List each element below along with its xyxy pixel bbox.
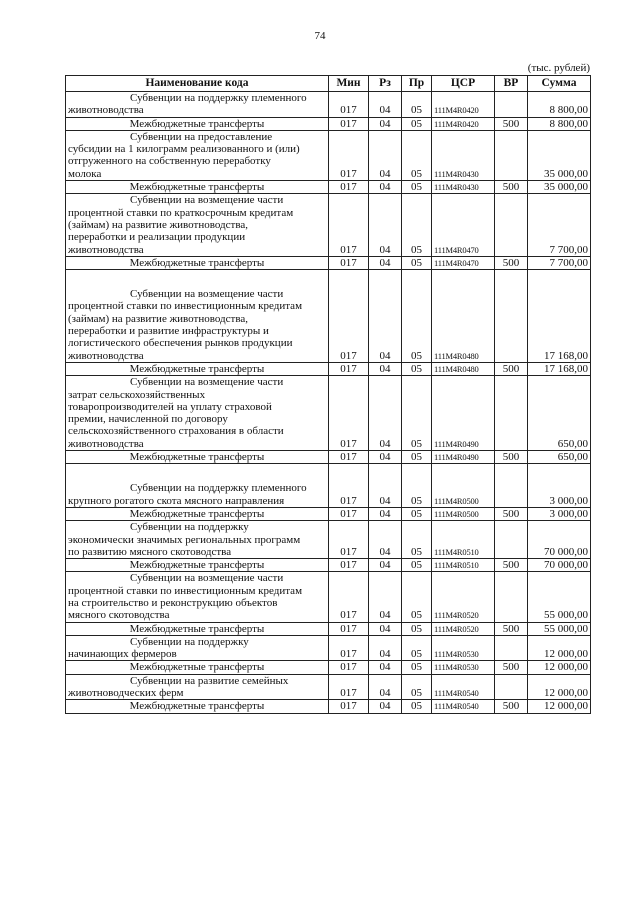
table-row-transfer bbox=[66, 181, 591, 194]
name-line: на строительство и реконструкцию объектов bbox=[68, 596, 278, 609]
name-line: Субвенции на возмещение части bbox=[130, 194, 284, 207]
name-line: Субвенции на поддержку племенного bbox=[130, 482, 307, 495]
cell-min: 017 bbox=[329, 376, 369, 451]
cell-rz: 04 bbox=[369, 622, 402, 635]
cell-name bbox=[66, 181, 329, 194]
name-line: животноводства bbox=[68, 349, 144, 362]
cell-sum: 12 000,00 bbox=[528, 661, 591, 674]
table-row-transfer bbox=[66, 362, 591, 375]
cell-rz: 04 bbox=[369, 661, 402, 674]
cell-vr bbox=[495, 92, 528, 118]
cell-rz: 04 bbox=[369, 117, 402, 130]
name-line: крупного рогатого скота мясного направления bbox=[68, 494, 285, 507]
cell-sum: 7 700,00 bbox=[528, 256, 591, 269]
table-row-transfer bbox=[66, 661, 591, 674]
cell-vr bbox=[495, 464, 528, 508]
cell-sum: 35 000,00 bbox=[528, 181, 591, 194]
cell-pr: 05 bbox=[402, 270, 432, 363]
cell-sum: 55 000,00 bbox=[528, 572, 591, 622]
table-row-transfer bbox=[66, 622, 591, 635]
cell-name bbox=[66, 559, 329, 572]
name-line: животноводческих ферм bbox=[68, 687, 184, 700]
cell-rz: 04 bbox=[369, 194, 402, 256]
cell-rz: 04 bbox=[369, 256, 402, 269]
cell-pr: 05 bbox=[402, 622, 432, 635]
cell-sum: 55 000,00 bbox=[528, 622, 591, 635]
cell-vr bbox=[495, 521, 528, 559]
cell-csr: 111M4R0490 bbox=[432, 376, 495, 451]
cell-name bbox=[66, 661, 329, 674]
cell-vr bbox=[495, 130, 528, 180]
cell-sum: 3 000,00 bbox=[528, 507, 591, 520]
name-line: затрат сельскохозяйственных bbox=[68, 388, 206, 401]
name-line: переработки и развитие инфраструктуры и bbox=[68, 325, 269, 338]
table-row-subvention bbox=[66, 572, 591, 622]
cell-name bbox=[66, 635, 329, 661]
cell-sum: 650,00 bbox=[528, 376, 591, 451]
cell-min: 017 bbox=[329, 256, 369, 269]
cell-sum: 650,00 bbox=[528, 451, 591, 464]
cell-csr: 111M4R0470 bbox=[432, 194, 495, 256]
name-line: животноводства bbox=[68, 437, 144, 450]
cell-sum: 70 000,00 bbox=[528, 521, 591, 559]
cell-name bbox=[66, 194, 329, 256]
cell-pr: 05 bbox=[402, 194, 432, 256]
cell-rz: 04 bbox=[369, 700, 402, 713]
cell-sum: 12 000,00 bbox=[528, 700, 591, 713]
name-line: премии, начисленной по договору bbox=[68, 413, 228, 426]
cell-vr bbox=[495, 635, 528, 661]
name-line: молока bbox=[68, 167, 102, 180]
name-line: Межбюджетные трансферты bbox=[129, 117, 265, 130]
cell-min: 017 bbox=[329, 194, 369, 256]
cell-rz: 04 bbox=[369, 507, 402, 520]
table-row-transfer bbox=[66, 117, 591, 130]
table-row-transfer bbox=[66, 256, 591, 269]
cell-name bbox=[66, 507, 329, 520]
name-line: Субвенции на возмещение части bbox=[130, 288, 284, 301]
cell-vr bbox=[495, 194, 528, 256]
cell-sum: 17 168,00 bbox=[528, 362, 591, 375]
name-line: Субвенции на поддержку bbox=[130, 521, 249, 534]
cell-name bbox=[66, 464, 329, 508]
cell-pr: 05 bbox=[402, 376, 432, 451]
cell-pr: 05 bbox=[402, 572, 432, 622]
cell-min: 017 bbox=[329, 559, 369, 572]
cell-vr bbox=[495, 376, 528, 451]
name-line: (займам) на развитие животноводства, bbox=[68, 218, 248, 231]
cell-pr: 05 bbox=[402, 362, 432, 375]
name-line: Межбюджетные трансферты bbox=[129, 362, 265, 375]
cell-min: 017 bbox=[329, 362, 369, 375]
cell-pr: 05 bbox=[402, 464, 432, 508]
cell-rz: 04 bbox=[369, 451, 402, 464]
cell-rz: 04 bbox=[369, 521, 402, 559]
column-header-name: Наименование кода bbox=[66, 76, 329, 92]
cell-vr: 500 bbox=[495, 622, 528, 635]
column-header-min: Мин bbox=[329, 76, 369, 92]
cell-csr: 111M4R0420 bbox=[432, 117, 495, 130]
cell-vr: 500 bbox=[495, 181, 528, 194]
cell-rz: 04 bbox=[369, 92, 402, 118]
cell-min: 017 bbox=[329, 521, 369, 559]
table-row-subvention bbox=[66, 270, 591, 363]
cell-rz: 04 bbox=[369, 674, 402, 700]
column-header-csr: ЦСР bbox=[432, 76, 495, 92]
cell-csr: 111M4R0530 bbox=[432, 635, 495, 661]
cell-name bbox=[66, 572, 329, 622]
cell-name bbox=[66, 92, 329, 118]
name-line: Субвенции на развитие семейных bbox=[130, 674, 289, 687]
column-header-rz: Рз bbox=[369, 76, 402, 92]
name-line: товаропроизводителей на уплату страховой bbox=[68, 400, 272, 413]
cell-min: 017 bbox=[329, 117, 369, 130]
name-line: начинающих фермеров bbox=[68, 648, 177, 661]
cell-rz: 04 bbox=[369, 635, 402, 661]
cell-min: 017 bbox=[329, 270, 369, 363]
table-row-transfer bbox=[66, 559, 591, 572]
name-line: Субвенции на предоставление bbox=[130, 130, 273, 143]
cell-pr: 05 bbox=[402, 181, 432, 194]
table-row-transfer bbox=[66, 507, 591, 520]
table-row-subvention bbox=[66, 92, 591, 118]
name-line: Межбюджетные трансферты bbox=[129, 559, 265, 572]
cell-csr: 111M4R0430 bbox=[432, 181, 495, 194]
cell-csr: 111M4R0540 bbox=[432, 700, 495, 713]
cell-csr: 111M4R0500 bbox=[432, 464, 495, 508]
column-header-vr: ВР bbox=[495, 76, 528, 92]
cell-name bbox=[66, 622, 329, 635]
cell-vr: 500 bbox=[495, 117, 528, 130]
name-line: процентной ставки по инвестиционным кредитам bbox=[68, 300, 303, 313]
name-line: Межбюджетные трансферты bbox=[129, 256, 265, 269]
name-line: Субвенции на возмещение части bbox=[130, 572, 284, 585]
column-header-sum: Сумма bbox=[528, 76, 591, 92]
cell-min: 017 bbox=[329, 622, 369, 635]
name-line: отгруженного на собственную переработку bbox=[68, 155, 271, 168]
cell-csr: 111M4R0510 bbox=[432, 559, 495, 572]
cell-name bbox=[66, 130, 329, 180]
cell-pr: 05 bbox=[402, 661, 432, 674]
cell-name bbox=[66, 521, 329, 559]
cell-name bbox=[66, 256, 329, 269]
name-line: экономически значимых региональных программ bbox=[68, 533, 301, 546]
name-line: животноводства bbox=[68, 104, 144, 117]
cell-min: 017 bbox=[329, 700, 369, 713]
cell-sum: 35 000,00 bbox=[528, 130, 591, 180]
name-line: мясного скотоводства bbox=[68, 609, 170, 622]
cell-sum: 8 800,00 bbox=[528, 92, 591, 118]
cell-vr: 500 bbox=[495, 507, 528, 520]
cell-sum: 3 000,00 bbox=[528, 464, 591, 508]
cell-rz: 04 bbox=[369, 572, 402, 622]
cell-csr: 111M4R0470 bbox=[432, 256, 495, 269]
name-line: Межбюджетные трансферты bbox=[129, 451, 265, 464]
cell-min: 017 bbox=[329, 507, 369, 520]
cell-pr: 05 bbox=[402, 117, 432, 130]
cell-vr: 500 bbox=[495, 451, 528, 464]
name-line: по развитию мясного скотоводства bbox=[68, 545, 232, 558]
cell-sum: 12 000,00 bbox=[528, 635, 591, 661]
cell-vr bbox=[495, 270, 528, 363]
name-line: Межбюджетные трансферты bbox=[129, 507, 265, 520]
column-header-pr: Пр bbox=[402, 76, 432, 92]
name-line: Межбюджетные трансферты bbox=[129, 181, 265, 194]
table-row-transfer bbox=[66, 451, 591, 464]
cell-sum: 8 800,00 bbox=[528, 117, 591, 130]
cell-csr: 111M4R0430 bbox=[432, 130, 495, 180]
table-row-subvention bbox=[66, 130, 591, 180]
cell-vr: 500 bbox=[495, 362, 528, 375]
cell-csr: 111M4R0520 bbox=[432, 622, 495, 635]
cell-rz: 04 bbox=[369, 464, 402, 508]
cell-rz: 04 bbox=[369, 559, 402, 572]
cell-min: 017 bbox=[329, 92, 369, 118]
cell-rz: 04 bbox=[369, 181, 402, 194]
cell-csr: 111M4R0480 bbox=[432, 270, 495, 363]
name-line: Субвенции на поддержку bbox=[130, 635, 249, 648]
table-header-row bbox=[66, 76, 591, 92]
cell-name bbox=[66, 451, 329, 464]
cell-min: 017 bbox=[329, 130, 369, 180]
cell-rz: 04 bbox=[369, 362, 402, 375]
budget-table bbox=[65, 75, 591, 714]
cell-csr: 111M4R0510 bbox=[432, 521, 495, 559]
cell-pr: 05 bbox=[402, 559, 432, 572]
cell-name bbox=[66, 117, 329, 130]
cell-sum: 12 000,00 bbox=[528, 674, 591, 700]
cell-min: 017 bbox=[329, 674, 369, 700]
cell-sum: 17 168,00 bbox=[528, 270, 591, 363]
table-row-subvention bbox=[66, 521, 591, 559]
name-line: субсидии на 1 килограмм реализованного и (или) bbox=[68, 143, 300, 156]
cell-pr: 05 bbox=[402, 256, 432, 269]
name-line: животноводства bbox=[68, 243, 144, 256]
cell-pr: 05 bbox=[402, 635, 432, 661]
cell-csr: 111M4R0490 bbox=[432, 451, 495, 464]
cell-name bbox=[66, 362, 329, 375]
name-line: Субвенции на поддержку племенного bbox=[130, 92, 307, 104]
cell-min: 017 bbox=[329, 451, 369, 464]
table-row-transfer bbox=[66, 700, 591, 713]
cell-vr: 500 bbox=[495, 700, 528, 713]
table-body bbox=[66, 92, 591, 714]
name-line: процентной ставки по краткосрочным кредитам bbox=[68, 206, 294, 219]
cell-rz: 04 bbox=[369, 270, 402, 363]
cell-pr: 05 bbox=[402, 521, 432, 559]
table-row-subvention bbox=[66, 635, 591, 661]
cell-name bbox=[66, 674, 329, 700]
table-row-subvention bbox=[66, 674, 591, 700]
cell-name bbox=[66, 700, 329, 713]
cell-csr: 111M4R0480 bbox=[432, 362, 495, 375]
name-line: процентной ставки по инвестиционным кредитам bbox=[68, 584, 303, 597]
name-line: сельскохозяйственного страхования в области bbox=[68, 425, 284, 438]
cell-sum: 70 000,00 bbox=[528, 559, 591, 572]
cell-vr: 500 bbox=[495, 559, 528, 572]
table-row-subvention bbox=[66, 376, 591, 451]
cell-name bbox=[66, 376, 329, 451]
cell-name bbox=[66, 270, 329, 363]
cell-pr: 05 bbox=[402, 507, 432, 520]
cell-vr: 500 bbox=[495, 661, 528, 674]
cell-csr: 111M4R0530 bbox=[432, 661, 495, 674]
cell-pr: 05 bbox=[402, 674, 432, 700]
cell-vr bbox=[495, 572, 528, 622]
cell-rz: 04 bbox=[369, 376, 402, 451]
name-line: Межбюджетные трансферты bbox=[129, 661, 265, 674]
name-line: Субвенции на возмещение части bbox=[130, 376, 284, 389]
name-line: Межбюджетные трансферты bbox=[129, 622, 265, 635]
cell-vr: 500 bbox=[495, 256, 528, 269]
name-line: Межбюджетные трансферты bbox=[129, 700, 265, 713]
cell-csr: 111M4R0500 bbox=[432, 507, 495, 520]
cell-vr bbox=[495, 674, 528, 700]
cell-sum: 7 700,00 bbox=[528, 194, 591, 256]
cell-csr: 111M4R0540 bbox=[432, 674, 495, 700]
cell-min: 017 bbox=[329, 464, 369, 508]
cell-pr: 05 bbox=[402, 130, 432, 180]
cell-rz: 04 bbox=[369, 130, 402, 180]
units-label: (тыс. рублей) bbox=[527, 62, 590, 74]
table-row-subvention bbox=[66, 464, 591, 508]
cell-csr: 111M4R0420 bbox=[432, 92, 495, 118]
cell-pr: 05 bbox=[402, 700, 432, 713]
cell-min: 017 bbox=[329, 635, 369, 661]
cell-csr: 111M4R0520 bbox=[432, 572, 495, 622]
cell-pr: 05 bbox=[402, 92, 432, 118]
cell-min: 017 bbox=[329, 572, 369, 622]
name-line: (займам) на развитие животноводства, bbox=[68, 312, 248, 325]
name-line: переработки и реализации продукции bbox=[68, 231, 246, 244]
name-line: логистического обеспечения рынков продукции bbox=[68, 337, 293, 350]
cell-pr: 05 bbox=[402, 451, 432, 464]
cell-min: 017 bbox=[329, 181, 369, 194]
cell-min: 017 bbox=[329, 661, 369, 674]
table-row-subvention bbox=[66, 194, 591, 256]
page-number: 74 bbox=[314, 30, 326, 42]
